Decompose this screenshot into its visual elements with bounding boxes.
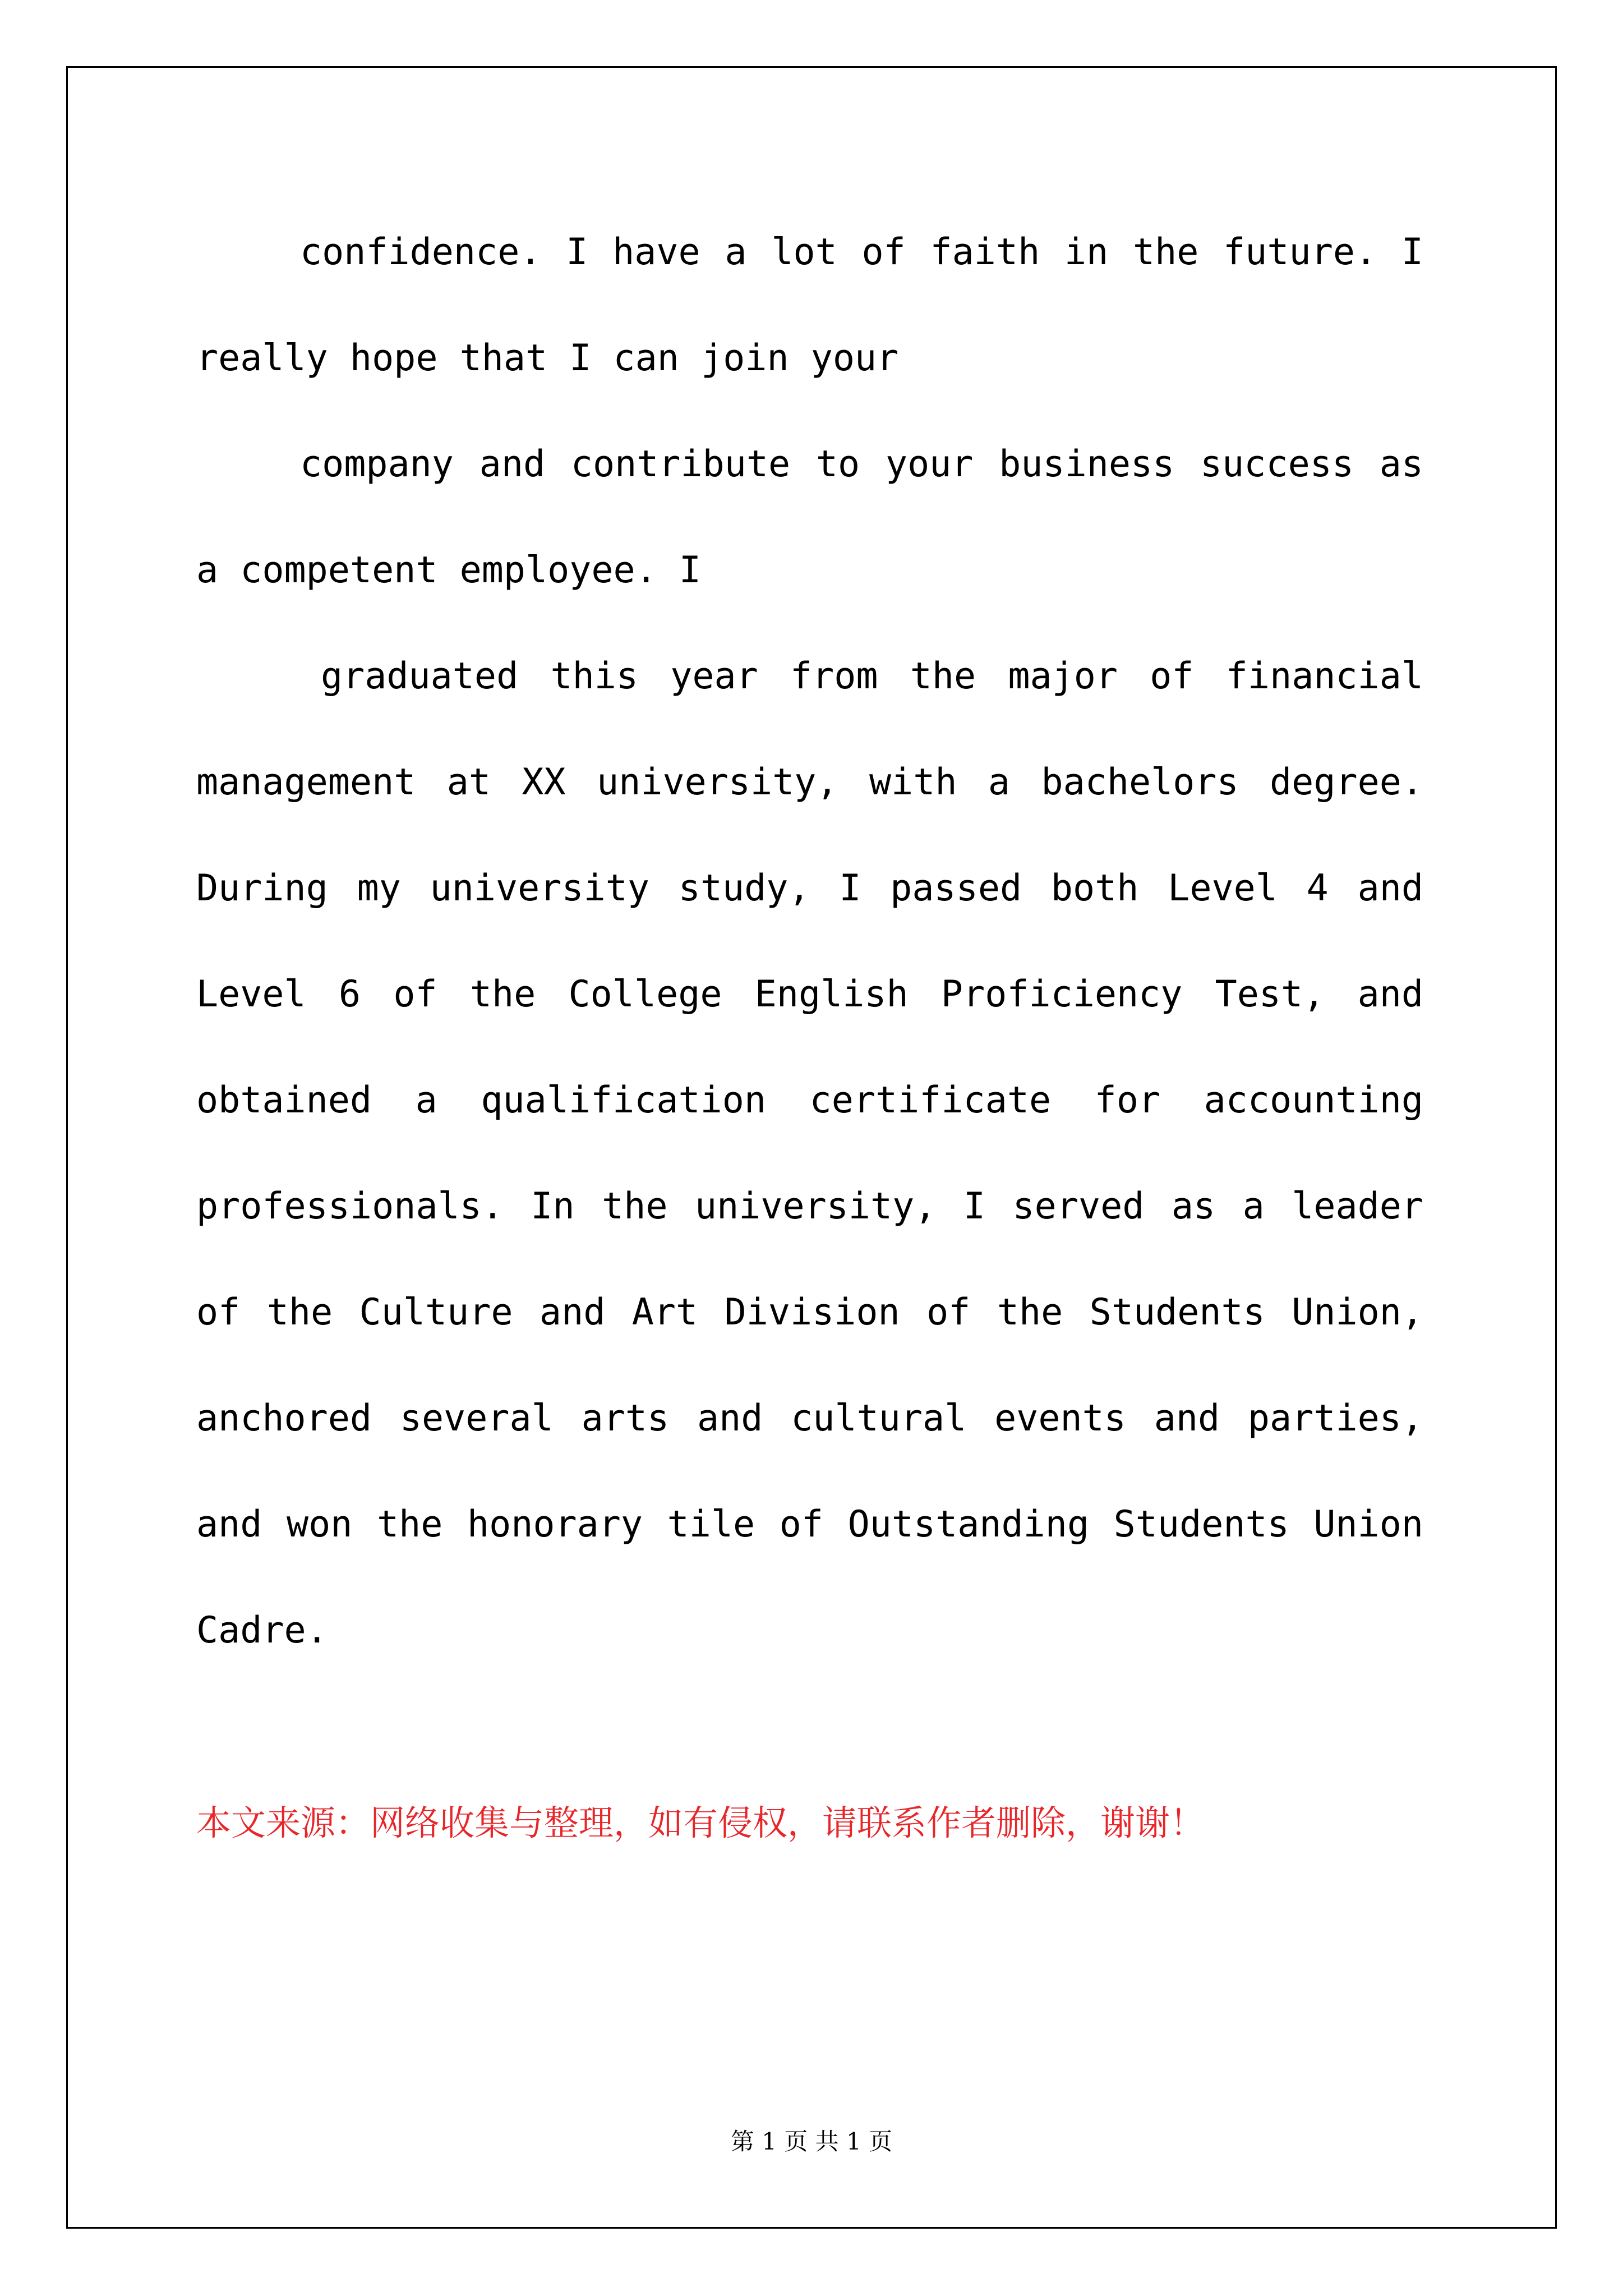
paragraph-3: graduated this year from the major of financial management at XX university, with a bachelors degree. During my university study, I passed both Level 4 and Level 6 of the College English Proficiency Test, and obtained a qualification certificate for accounting professionals. In the university, I served as a leader of the Culture and Art Division of the Students Union, anchored several arts and cultural events and parties, and won the honorary tile of Outstanding Students Union Cadre. (196, 655, 1423, 1651)
paragraph-2: company and contribute to your business success as a competent employee. I (196, 443, 1423, 591)
page-footer: 第 1 页 共 1 页 (730, 2128, 893, 2155)
document-body (196, 199, 1423, 1683)
source-notice: 本文来源：网络收集与整理，如有侵权，请联系作者删除，谢谢！ (196, 1802, 1205, 1843)
paragraph-1: confidence. I have a lot of faith in the future. I really hope that I can join your (196, 231, 1423, 379)
